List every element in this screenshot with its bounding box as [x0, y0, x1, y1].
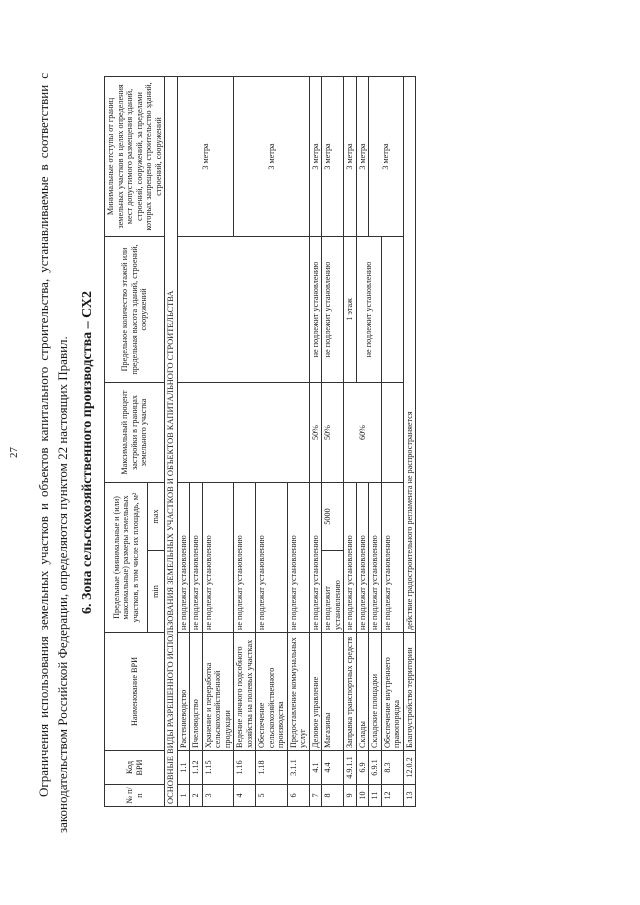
cell-num: 10	[356, 785, 369, 807]
cell-setback: 3 метра	[344, 76, 357, 236]
cell-num: 11	[369, 785, 382, 807]
cell-percent-empty	[177, 382, 309, 482]
cell-num: 9	[344, 785, 357, 807]
cell-code: 12.0.2	[403, 751, 416, 785]
cell-setback: 3 метра	[234, 76, 310, 236]
cell-num: 3	[202, 785, 234, 807]
cell-setback: 3 метра	[309, 76, 322, 236]
cell-size-max: 5000	[322, 482, 344, 550]
cell-size: не подлежат установлению	[344, 482, 357, 632]
table-row	[403, 76, 416, 806]
cell-name: Склады	[356, 633, 369, 751]
cell-num: 4	[234, 785, 256, 807]
header-max: max	[147, 482, 164, 550]
header-percent: Максимальный процент застройки в границах земельного участка	[105, 382, 165, 482]
page-number: 27	[8, 447, 20, 458]
table-row	[344, 76, 357, 806]
cell-name: Обеспечение сельскохозяйственного производства	[256, 633, 288, 751]
cell-code: 6.9.1	[369, 751, 382, 785]
cell-floors-empty	[177, 236, 309, 382]
cell-setback: 3 метра	[177, 76, 234, 236]
cell-num: 7	[309, 785, 322, 807]
cell-code: 1.16	[234, 751, 256, 785]
cell-code: 8.3	[381, 751, 403, 785]
cell-name: Предоставление коммунальных услуг	[287, 633, 309, 751]
header-floors: Предельное количество этажей или предельная высота зданий, строений, сооружений	[105, 236, 165, 382]
cell-name: Ведение личного подсобного хозяйства на полевых участках	[234, 633, 256, 751]
cell-percent-empty	[381, 382, 403, 482]
cell-size: не подлежат установлению	[369, 482, 382, 632]
cell-size: не подлежат установлению	[356, 482, 369, 632]
cell-setback: 3 метра	[356, 76, 369, 236]
cell-percent: 50%	[309, 382, 322, 482]
zone-title: 6. Зона сельскохозяйственного производства – СХ2	[80, 291, 95, 614]
cell-regulation-note: действие градостроительного регламента не распространяется	[403, 76, 416, 632]
cell-size: не подлежат установлению	[202, 482, 234, 632]
intro-paragraph: Ограничения использования земельных участков и объектов капитального строительства, устанавливаемые в соответствии с законодательством Российской Федерации, определяются пунктом 22 настоящих Правил.	[36, 73, 70, 833]
cell-size: не подлежат установлению	[177, 482, 190, 632]
cell-name: Складские площадки	[369, 633, 382, 751]
cell-code: 4.9.1.1	[344, 751, 357, 785]
cell-setback: 3 метра	[369, 76, 404, 236]
cell-percent: 50%	[322, 382, 344, 482]
cell-size: не подлежат установлению	[190, 482, 203, 632]
cell-num: 12	[381, 785, 403, 807]
cell-setback: 3 метра	[322, 76, 344, 236]
cell-name: Пчеловодство	[190, 633, 203, 751]
cell-code: 6.9	[356, 751, 369, 785]
cell-code: 3.1.1	[287, 751, 309, 785]
cell-code: 1.18	[256, 751, 288, 785]
header-row	[105, 76, 148, 806]
cell-floors: не подлежит установлению	[356, 236, 381, 382]
table-row	[309, 76, 322, 806]
cell-num: 13	[403, 785, 416, 807]
cell-name: Деловое управление	[309, 633, 322, 751]
table-row	[177, 76, 190, 806]
table-row	[322, 76, 344, 806]
cell-floors: не подлежит установлению	[322, 236, 344, 382]
header-name: Наименование ВРИ	[105, 633, 165, 751]
cell-num: 8	[322, 785, 344, 807]
cell-name: Магазины	[322, 633, 344, 751]
cell-size: не подлежат установлению	[256, 482, 288, 632]
header-num: № п/п	[105, 785, 165, 807]
header-code: Код ВРИ	[105, 751, 165, 785]
cell-name: Обеспечение внутреннего правопорядка	[381, 633, 403, 751]
cell-code: 1.15	[202, 751, 234, 785]
cell-num: 5	[256, 785, 288, 807]
cell-code: 4.1	[309, 751, 322, 785]
cell-num: 1	[177, 785, 190, 807]
regulations-table	[104, 76, 416, 807]
cell-name: Благоустройство территории	[403, 633, 416, 751]
cell-size-min: не подлежит установлению	[322, 551, 344, 633]
section-row	[165, 76, 178, 806]
cell-size: не подлежат установлению	[309, 482, 322, 632]
cell-name: Хранение и переработка сельскохозяйственной продукции	[202, 633, 234, 751]
cell-name: Растениеводство	[177, 633, 190, 751]
header-setback: Минимальные отступы от границ земельных участков в целях определения мест допустимого размещения зданий, строений, сооружений, за пределами которых запрещено строительство зданий, строений, сооружений	[105, 76, 165, 236]
cell-percent: 60%	[344, 382, 382, 482]
cell-num: 2	[190, 785, 203, 807]
cell-code: 1.1	[177, 751, 190, 785]
cell-code: 1.12	[190, 751, 203, 785]
cell-num: 6	[287, 785, 309, 807]
section-title: ОСНОВНЫЕ ВИДЫ РАЗРЕШЕННОГО ИСПОЛЬЗОВАНИЯ ЗЕМЕЛЬНЫХ УЧАСТКОВ И ОБЪЕКТОВ КАПИТАЛЬНОГО СТРОИТЕЛЬСТВА	[165, 76, 178, 806]
cell-size: не подлежат установлению	[287, 482, 309, 632]
cell-size: не подлежат установлению	[234, 482, 256, 632]
cell-floors: 1 этаж	[344, 236, 357, 382]
cell-code: 4.4	[322, 751, 344, 785]
header-sizes: Предельные (минимальные и (или) максимальные) размеры земельных участков, в том числе их площадь, м²	[105, 482, 148, 632]
cell-floors-empty	[381, 236, 403, 382]
cell-name: Заправка транспортных средств	[344, 633, 357, 751]
header-min: min	[147, 551, 164, 633]
cell-floors: не подлежит установлению	[309, 236, 322, 382]
cell-size: не подлежат установлению	[381, 482, 403, 632]
